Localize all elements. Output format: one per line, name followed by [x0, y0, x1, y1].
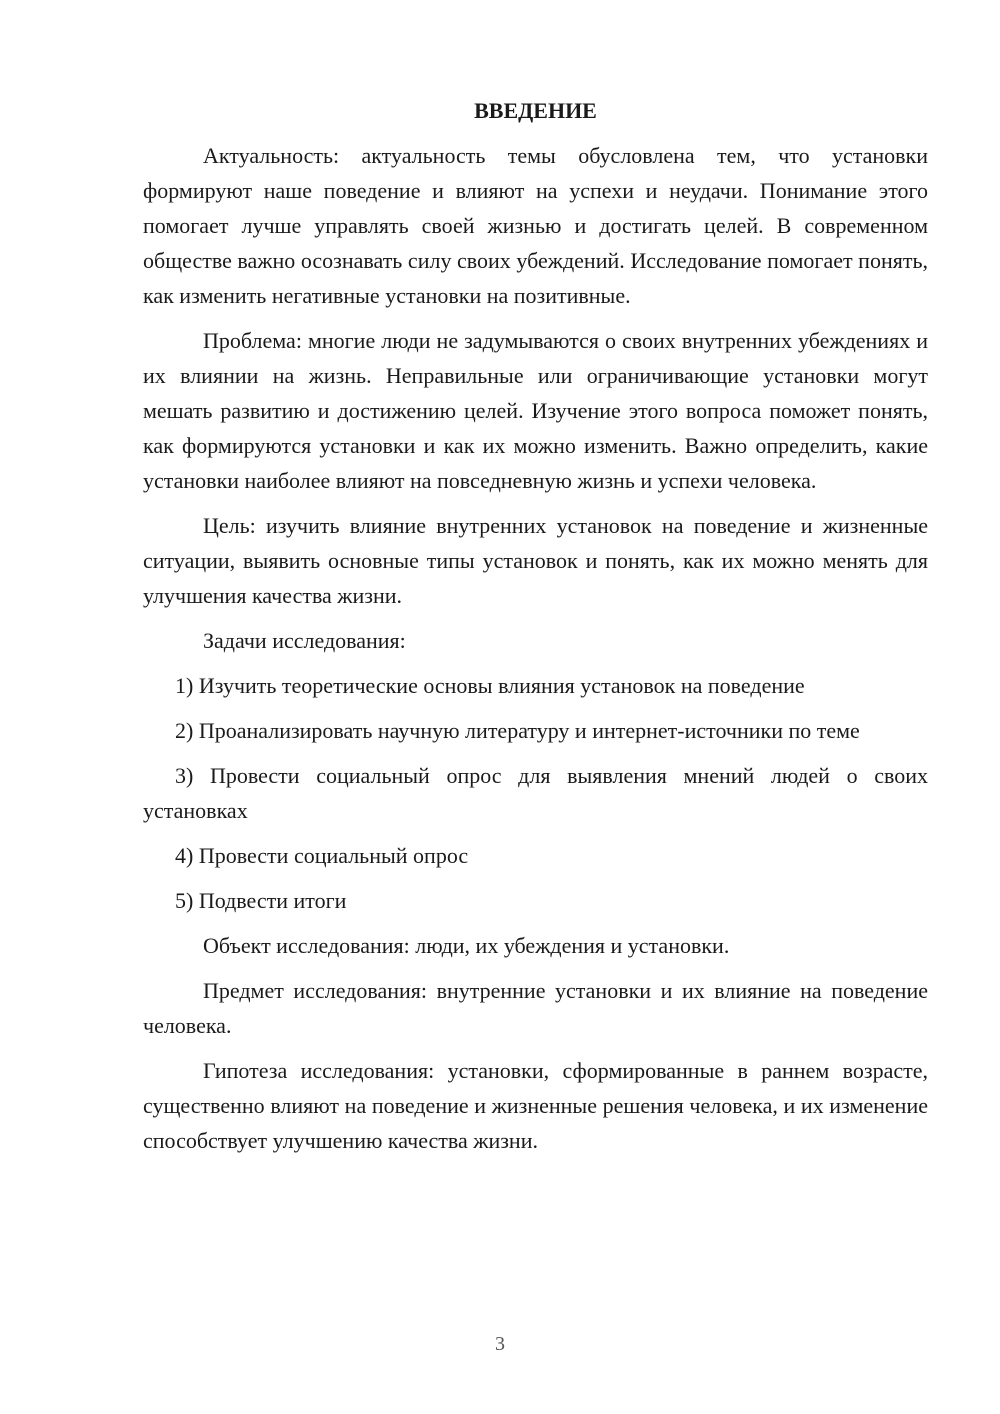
object-paragraph: Объект исследования: люди, их убеждения и установки.	[203, 933, 730, 958]
task-item: 4) Провести социальный опрос	[175, 843, 469, 868]
task-item: 3) Провести социальный опрос для выявления мнений людей о своих установках	[143, 763, 928, 823]
task-item: 5) Подвести итоги	[175, 888, 347, 913]
page-content	[143, 96, 928, 1168]
page-number: 3	[495, 1333, 505, 1355]
hypothesis-paragraph: Гипотеза исследования: установки, сформированные в раннем возрасте, существенно влияют на поведение и жизненные решения человека, и их изменение способствует улучшению качества жизни.	[143, 1058, 928, 1153]
task-item: 2) Проанализировать научную литературу и интернет-источники по теме	[175, 718, 860, 743]
subject-paragraph: Предмет исследования: внутренние установки и их влияние на поведение человека.	[143, 978, 928, 1038]
goal-paragraph: Цель: изучить влияние внутренних установок на поведение и жизненные ситуации, выявить основные типы установок и понять, как их можно менять для улучшения качества жизни.	[143, 513, 928, 608]
section-heading: ВВЕДЕНИЕ	[474, 98, 597, 123]
tasks-title: Задачи исследования:	[203, 628, 406, 653]
relevance-paragraph: Актуальность: актуальность темы обусловлена тем, что установки формируют наше поведение и влияют на успехи и неудачи. Понимание этого помогает лучше управлять своей жизнью и достигать целей. В современном обществе важно осознавать силу своих убеждений. Исследование помогает понять, как изменить негативные установки на позитивные.	[143, 143, 928, 308]
task-item: 1) Изучить теоретические основы влияния установок на поведение	[175, 673, 805, 698]
problem-paragraph: Проблема: многие люди не задумываются о своих внутренних убеждениях и их влиянии на жизнь. Неправильные или ограничивающие установки могут мешать развитию и достижению целей. Изучение этого вопроса поможет понять, как формируются установки и как их можно изменить. Важно определить, какие установки наиболее влияют на повседневную жизнь и успехи человека.	[143, 328, 928, 493]
